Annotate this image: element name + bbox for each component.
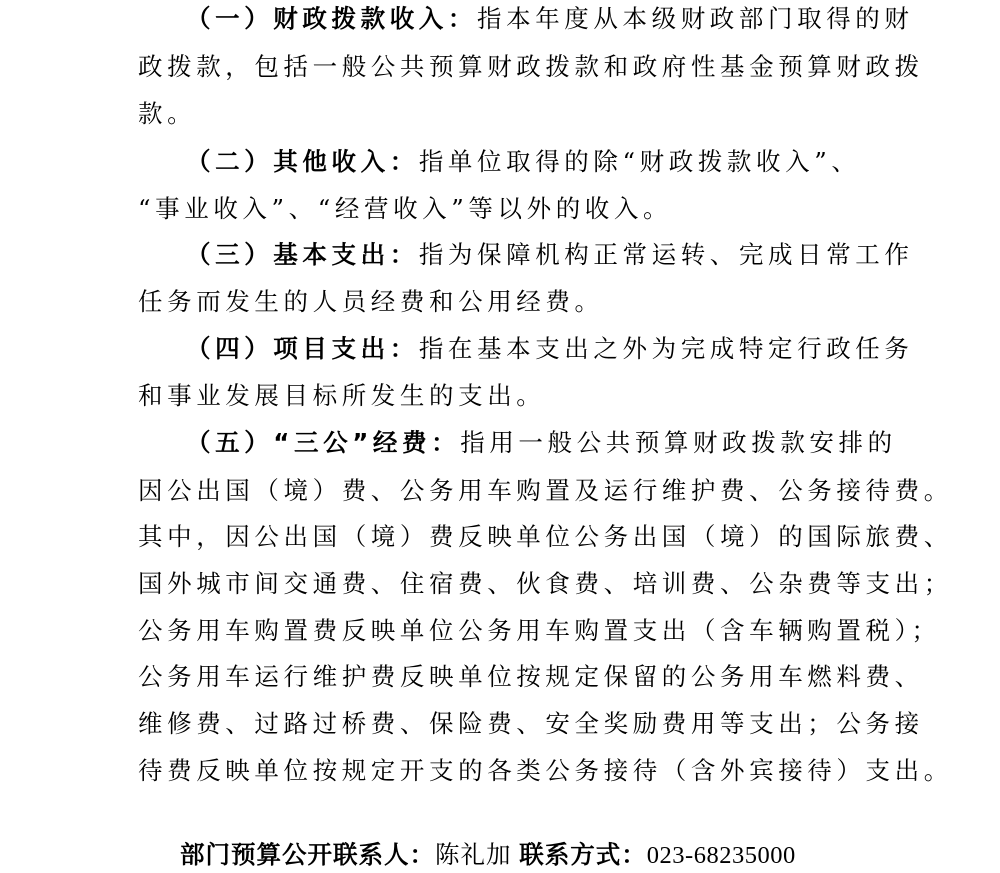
item-1-line-2: 政拨款，包括一般公共预算财政拨款和政府性基金预算财政拨 — [138, 52, 924, 81]
item-4-line-1 — [186, 332, 914, 366]
item-5-line-4: 国外城市间交通费、住宿费、伙食费、培训费、公杂费等支出； — [138, 569, 953, 598]
item-5-line-6: 公务用车运行维护费反映单位按规定保留的公务用车燃料费、 — [138, 662, 924, 691]
contact-person-name: 陈礼加 — [435, 840, 512, 869]
item-5-line-5: 公务用车购置费反映单位公务用车购置支出（含车辆购置税）； — [138, 616, 941, 645]
item-1-line-3: 款。 — [138, 99, 197, 128]
item-5-line-3: 其中，因公出国（境）费反映单位公务出国（境）的国际旅费、 — [138, 522, 953, 551]
item-2-line-1 — [186, 145, 860, 179]
contact-footer — [180, 838, 796, 873]
item-5-line-7: 维修费、过路过桥费、保险费、安全奖励费用等支出；公务接 — [138, 709, 924, 738]
item-2-term: （二）其他收入： — [186, 147, 419, 176]
item-5-line-8: 待费反映单位按规定开支的各类公务接待（含外宾接待）支出。 — [138, 756, 953, 785]
item-4-term: （四）项目支出： — [186, 334, 419, 363]
item-1-line-1 — [186, 2, 914, 36]
item-5-line-2: 因公出国（境）费、公务用车购置及运行维护费、公务接待费。 — [138, 476, 953, 505]
item-5-text-1: 指用一般公共预算财政拨款安排的 — [460, 428, 897, 457]
item-5-line-1 — [186, 426, 897, 460]
item-1-term: （一）财政拨款收入： — [186, 4, 477, 33]
item-1-text-1: 指本年度从本级财政部门取得的财 — [477, 4, 914, 33]
item-2-text-1: 指单位取得的除“财政拨款收入”、 — [418, 147, 861, 176]
item-3-term: （三）基本支出： — [186, 240, 419, 269]
item-4-line-2: 和事业发展目标所发生的支出。 — [138, 381, 546, 410]
item-2-line-2: “事业收入”、“经营收入”等以外的收入。 — [138, 194, 673, 223]
item-3-text-1: 指为保障机构正常运转、完成日常工作 — [418, 240, 914, 269]
item-5-term: （五）“三公”经费： — [186, 428, 461, 457]
contact-phone-number: 023-68235000 — [646, 842, 796, 869]
item-3-line-2: 任务而发生的人员经费和公用经费。 — [138, 287, 604, 316]
item-3-line-1 — [186, 238, 914, 272]
contact-method-label: 联系方式： — [519, 840, 647, 869]
item-4-text-1: 指在基本支出之外为完成特定行政任务 — [418, 334, 914, 363]
contact-person-label: 部门预算公开联系人： — [180, 840, 435, 869]
